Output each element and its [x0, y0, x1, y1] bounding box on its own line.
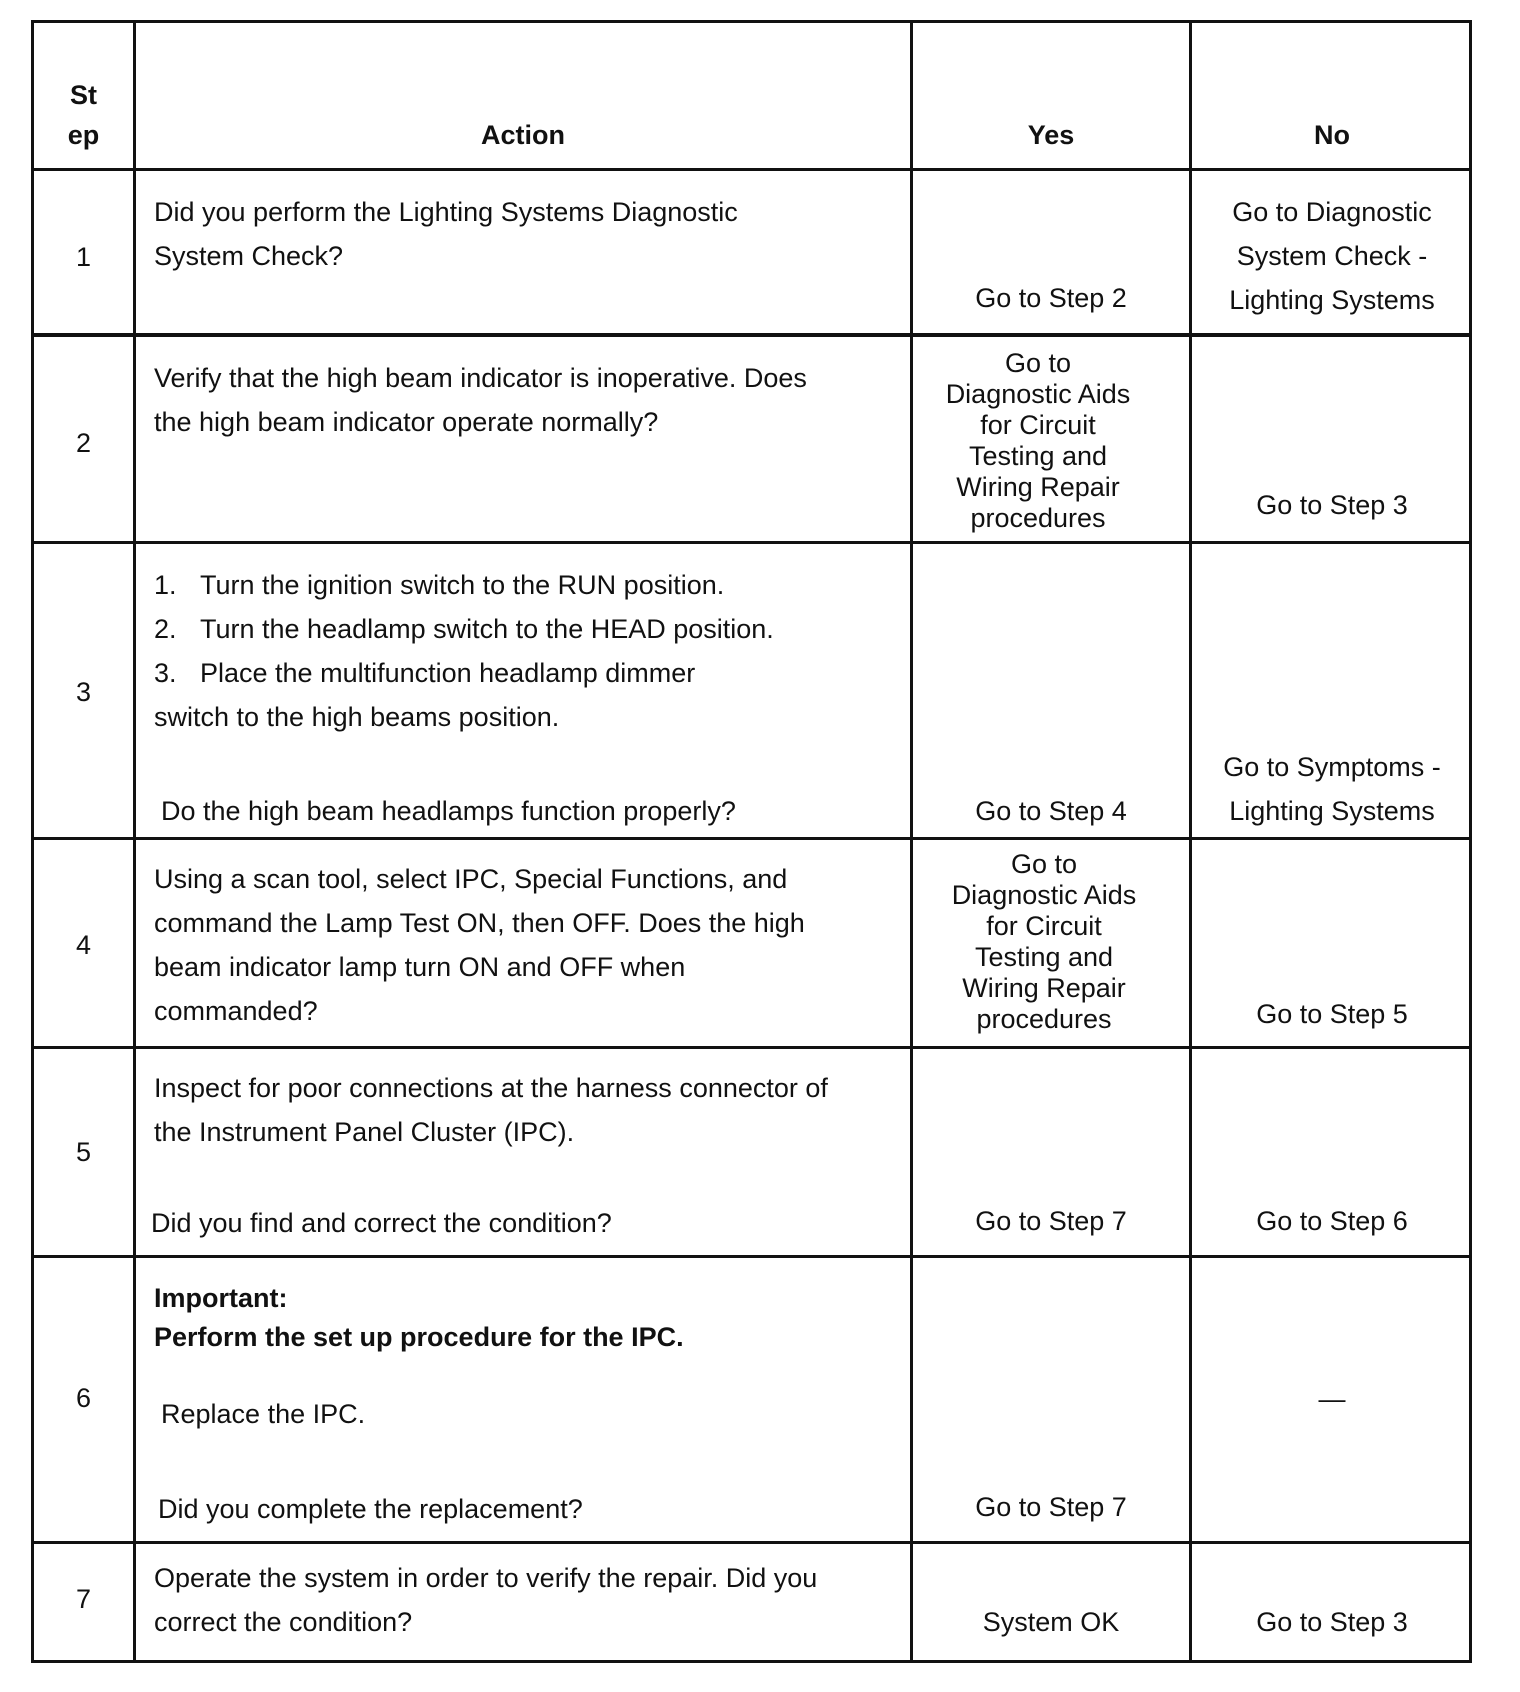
action-instruction: Replace the IPC.: [161, 1399, 366, 1429]
step-number: 1: [75, 242, 92, 272]
step-number: 4: [75, 930, 92, 960]
header-action: Action: [481, 120, 565, 150]
step-number: 2: [75, 428, 92, 458]
row-divider: [34, 333, 1469, 337]
no-link[interactable]: Go to Step 3: [1256, 1607, 1408, 1637]
yes-link[interactable]: Go to Step 7: [975, 1206, 1127, 1236]
header-step: St ep: [67, 80, 100, 150]
row-divider: [34, 541, 1469, 544]
step-number: 7: [75, 1584, 92, 1614]
yes-link[interactable]: Go to Diagnostic Aids for Circuit Testing and Wiring Repair procedures: [945, 348, 1131, 533]
action-text: Verify that the high beam indicator is inoperative. Does the high beam indicator operate normally?: [154, 363, 807, 437]
column-divider: [910, 23, 913, 1660]
step-number: 3: [75, 677, 92, 707]
yes-link[interactable]: Go to Step 2: [975, 283, 1127, 313]
action-text: 1. Turn the ignition switch to the RUN position. 2. Turn the headlamp switch to the HEAD position. 3. Place the multifunction headlamp dimmer switch to the high beams position.: [154, 563, 774, 739]
yes-link[interactable]: System OK: [982, 1607, 1120, 1637]
row-divider: [34, 1541, 1469, 1544]
no-dash: —: [1318, 1384, 1346, 1414]
no-link[interactable]: Go to Step 6: [1256, 1206, 1408, 1236]
list-item: 3. Place the multifunction headlamp dimmer: [154, 658, 696, 688]
action-question: Do the high beam headlamps function properly?: [161, 796, 736, 826]
row-divider: [34, 837, 1469, 840]
action-question: Did you find and correct the condition?: [151, 1208, 612, 1238]
column-divider: [133, 23, 136, 1660]
action-text: Did you perform the Lighting Systems Diagnostic System Check?: [154, 197, 738, 271]
row-divider: [34, 1255, 1469, 1258]
yes-link[interactable]: Go to Step 4: [975, 796, 1127, 826]
important-note: Important: Perform the set up procedure for the IPC.: [154, 1283, 684, 1352]
no-link[interactable]: Go to Step 3: [1256, 490, 1408, 520]
row-divider: [34, 168, 1469, 171]
step-number: 5: [75, 1137, 92, 1167]
list-item: 1. Turn the ignition switch to the RUN position.: [154, 570, 725, 600]
header-no: No: [1314, 120, 1350, 150]
action-text: Inspect for poor connections at the harness connector of the Instrument Panel Cluster (IPC).: [154, 1073, 828, 1147]
no-link[interactable]: Go to Symptoms - Lighting Systems: [1223, 752, 1441, 826]
step-number: 6: [75, 1383, 92, 1413]
header-yes: Yes: [1027, 120, 1075, 150]
yes-link[interactable]: Go to Diagnostic Aids for Circuit Testing and Wiring Repair procedures: [951, 849, 1137, 1034]
list-item: 2. Turn the headlamp switch to the HEAD position.: [154, 614, 774, 644]
row-divider: [34, 1046, 1469, 1049]
action-question: Did you complete the replacement?: [158, 1494, 583, 1524]
action-text: Operate the system in order to verify the repair. Did you correct the condition?: [154, 1563, 818, 1637]
action-text: Using a scan tool, select IPC, Special Functions, and command the Lamp Test ON, then OFF. Does the high beam indicator lamp turn ON and OFF when commanded?: [154, 864, 805, 1026]
no-link[interactable]: Go to Diagnostic System Check - Lighting Systems: [1229, 197, 1435, 315]
diagnostic-table: [31, 20, 1472, 1663]
yes-link[interactable]: Go to Step 7: [975, 1492, 1127, 1522]
no-link[interactable]: Go to Step 5: [1256, 999, 1408, 1029]
